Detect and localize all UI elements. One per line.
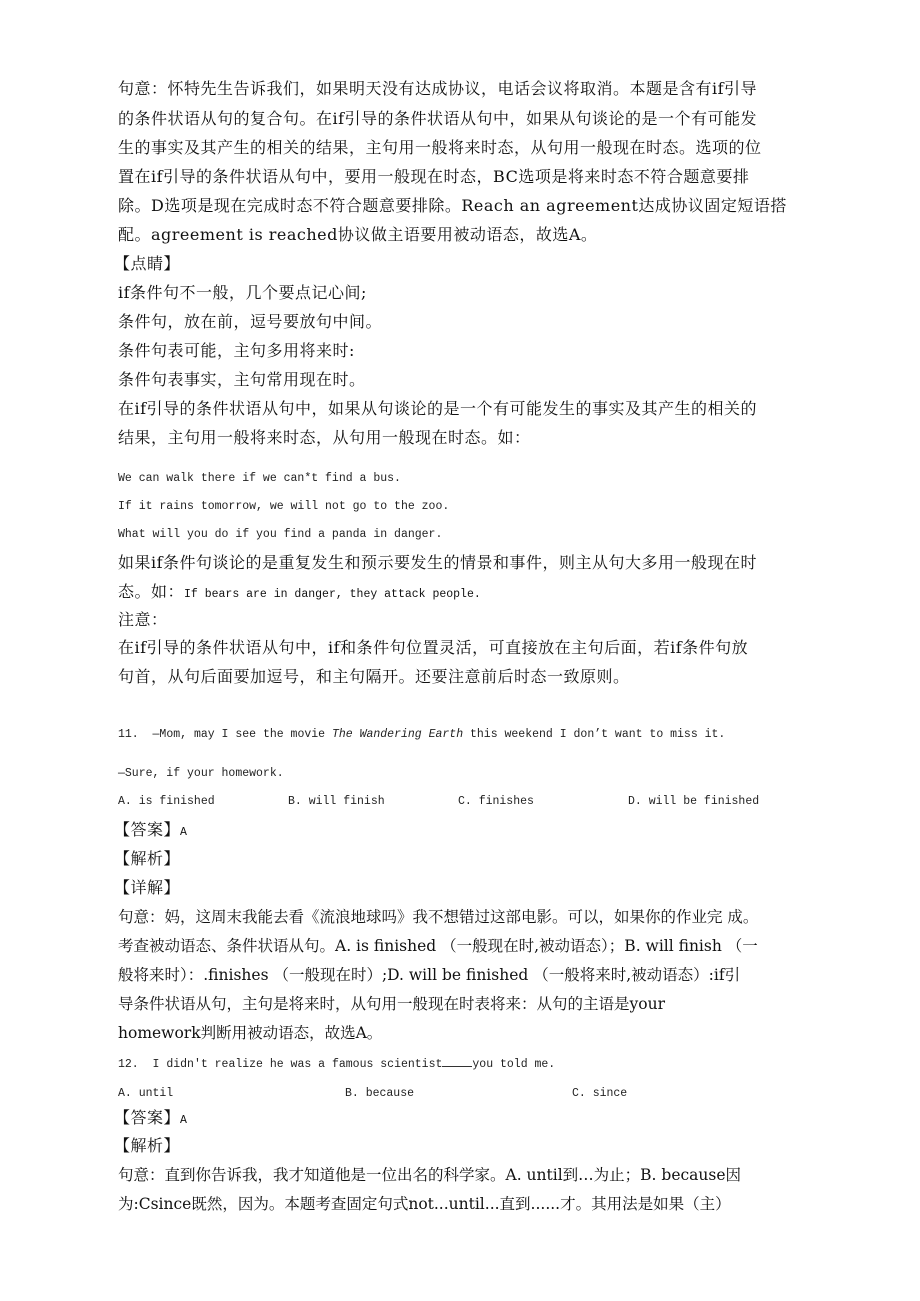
option-b: B. because — [345, 1087, 415, 1100]
answer-value: A — [180, 1114, 187, 1127]
tip-line: 结果，主句用一般将来时态，从句用一般现在时态。如： — [118, 428, 531, 447]
question-11-reply: —Sure, if your homework. — [118, 767, 284, 780]
tip-line: 在if引导的条件状语从句中，如果从句谈论的是一个有可能发生的事实及其产生的相关的 — [118, 399, 758, 418]
repeat-prefix: 态。如： — [118, 582, 185, 601]
tip-heading: 【点睛】 — [114, 254, 181, 273]
explanation-line: 句意：直到你告诉我，我才知道他是一位出名的科学家。A. until到…为止；B. because因 — [118, 1166, 742, 1184]
explanation-line: 句意：怀特先生告诉我们，如果明天没有达成协议，电话会议将取消。本题是含有if引导 — [118, 79, 758, 98]
explanation-line: 配。agreement is reached协议做主语要用被动语态，故选A。 — [118, 225, 598, 244]
answer-line — [114, 1107, 187, 1132]
option-b: B. will finish — [288, 795, 385, 808]
tip-line: if条件句不一般，几个要点记心间; — [118, 283, 367, 302]
question-12-stem — [118, 1054, 555, 1076]
example-sentence: We can walk there if we can*t find a bus. — [118, 472, 401, 485]
question-number: 12. — [118, 1058, 139, 1071]
explanation-line: 为:Csince既然，因为。本题考查固定句式not...until...直到......才。其用法是如果（主） — [118, 1195, 731, 1213]
answer-line — [114, 819, 187, 844]
tip-line: 条件句，放在前，逗号要放句中间。 — [118, 312, 383, 331]
explanation-line: homework判断用被动语态，故选A。 — [118, 1024, 383, 1042]
repeat-line-with-example — [118, 581, 481, 606]
option-a: A. until — [118, 1087, 174, 1100]
option-a: A. is finished — [118, 795, 215, 808]
option-c: C. since — [572, 1087, 628, 1100]
note-line: 在if引导的条件状语从句中，if和条件句位置灵活，可直接放在主句后面，若if条件句放 — [118, 638, 749, 657]
stem-part: —Mom, may I see the movie — [152, 728, 332, 741]
tip-line: 条件句表可能，主句多用将来时: — [118, 341, 355, 360]
tip-line: 条件句表事实，主句常用现在时。 — [118, 370, 366, 389]
option-c: C. finishes — [458, 795, 534, 808]
explanation-line: 导条件状语从句，主句是将来时，从句用一般现在时表将来：从句的主语是your — [118, 995, 665, 1013]
analysis-label: 【解析】 — [114, 849, 181, 868]
explanation-line: 的条件状语从句的复合句。在if引导的条件状语从句中，如果从句谈论的是一个有可能发 — [118, 109, 758, 128]
question-11-stem — [118, 724, 725, 746]
explanation-line: 置在if引导的条件状语从句中，要用一般现在时态，BC选项是将来时态不符合题意要排 — [118, 167, 750, 186]
analysis-label: 【解析】 — [114, 1136, 181, 1155]
explanation-line: 句意：妈，这周末我能去看《流浪地球吗》我不想错过这部电影。可以，如果你的作业完 成。 — [118, 908, 759, 926]
example-sentence: What will you do if you find a panda in danger. — [118, 528, 443, 541]
stem-part: this weekend I don’t want to miss it. — [463, 728, 726, 741]
explanation-line: 般将来时）：.finishes （一般现在时）;D. will be finished （一般将来时,被动语态）:if引 — [118, 966, 741, 984]
movie-title: The Wandering Earth — [331, 728, 464, 741]
answer-label: 【答案】 — [114, 820, 181, 839]
answer-label: 【答案】 — [114, 1108, 181, 1127]
stem-part: you told me. — [472, 1058, 556, 1071]
detail-label: 【详解】 — [114, 878, 181, 897]
answer-blank — [442, 1054, 472, 1067]
repeat-line: 如果if条件句谈论的是重复发生和预示要发生的情景和事件，则主从句大多用一般现在时 — [118, 553, 758, 572]
answer-value: A — [180, 826, 187, 839]
question-number: 11. — [118, 728, 139, 741]
note-heading: 注意： — [118, 610, 168, 629]
example-sentence: If it rains tomorrow, we will not go to the zoo. — [118, 500, 450, 513]
explanation-line: 除。D选项是现在完成时态不符合题意要排除。Reach an agreement达成协议固定短语搭 — [118, 196, 787, 215]
explanation-line: 生的事实及其产生的相关的结果，主句用一般将来时态，从句用一般现在时态。选项的位 — [118, 138, 762, 157]
explanation-line: 考查被动语态、条件状语从句。A. is finished （一般现在时,被动语态）；B. will finish （一 — [118, 937, 758, 955]
stem-part: I didn't realize he was a famous scientist — [152, 1058, 443, 1071]
option-d: D. will be finished — [628, 795, 760, 808]
repeat-example: If bears are in danger, they attack people. — [184, 588, 481, 601]
note-line: 句首，从句后面要加逗号，和主句隔开。还要注意前后时态一致原则。 — [118, 667, 630, 686]
